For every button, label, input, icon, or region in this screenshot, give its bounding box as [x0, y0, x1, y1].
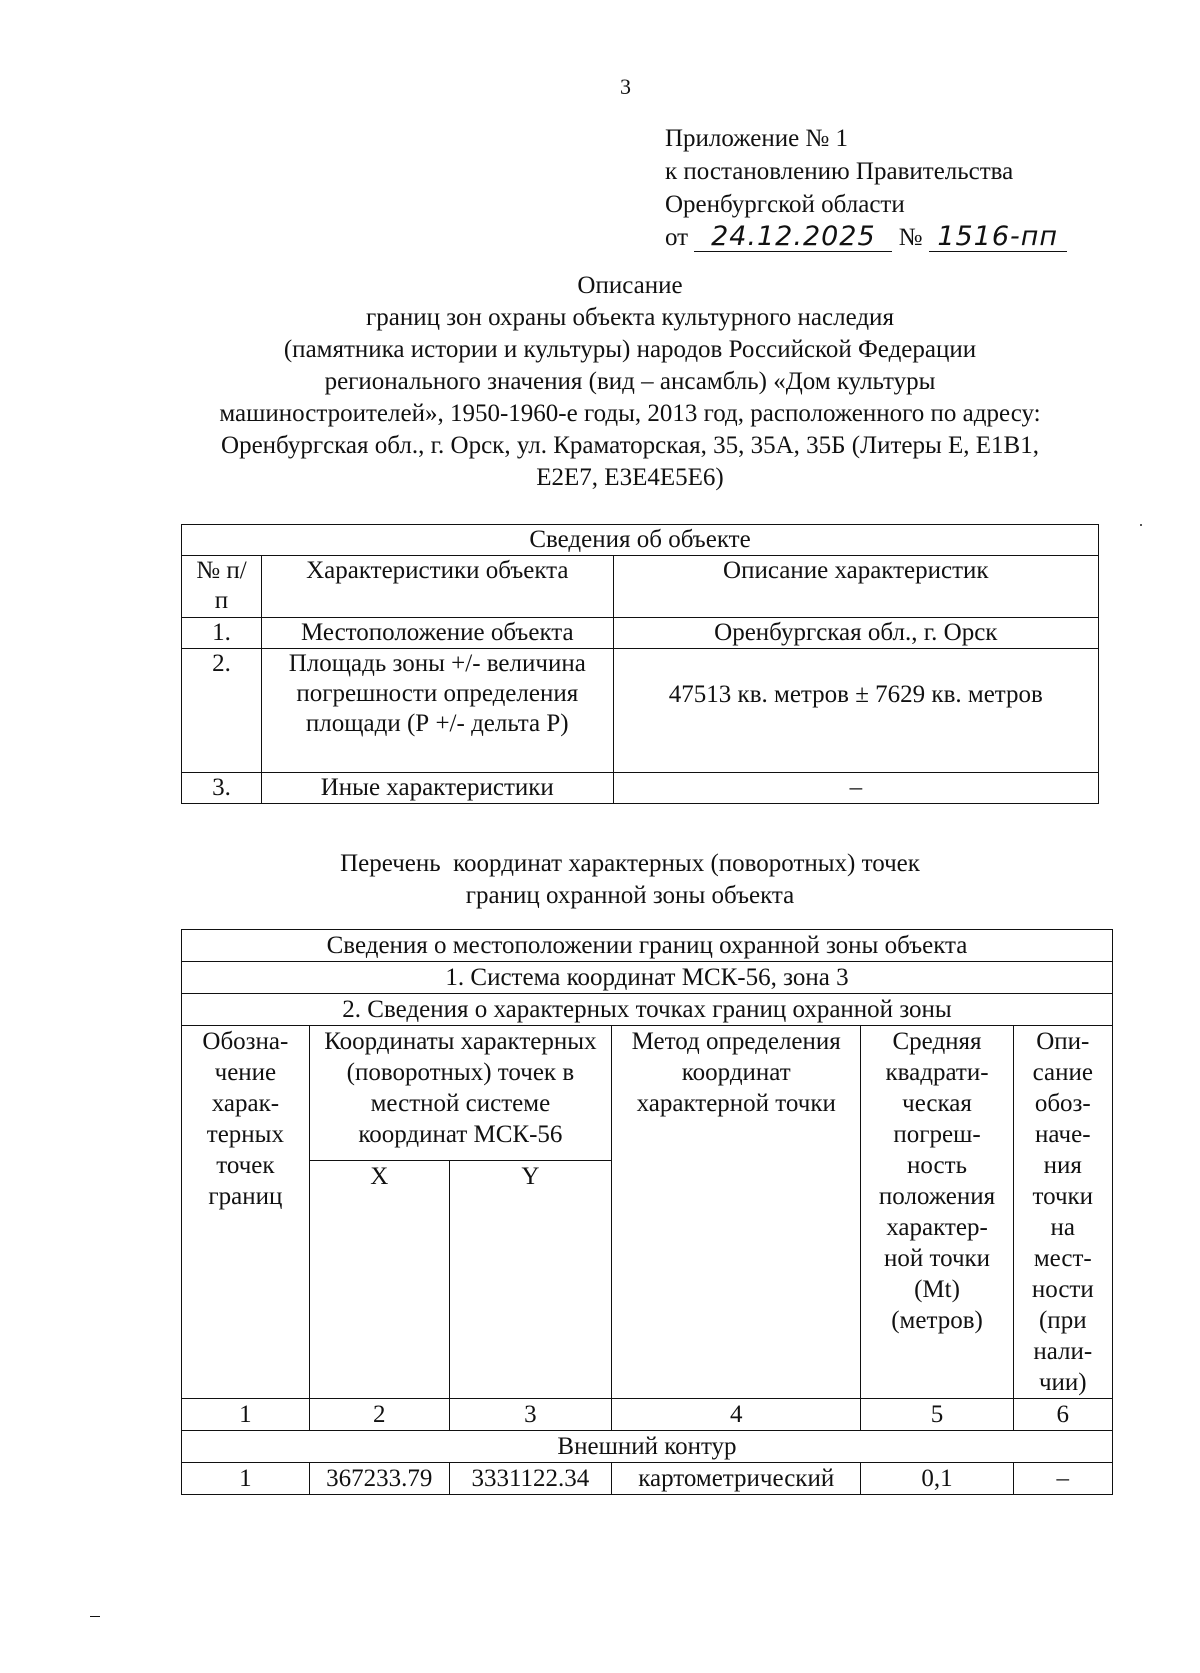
title-line-2: (памятника истории и культуры) народов Российской Федерации [283, 336, 977, 363]
appendix-date-line [665, 221, 1067, 254]
coordinate-system: 1. Система координат МСК-56, зона 3 [182, 962, 1113, 994]
points-caption: 2. Сведения о характерных точках границ охранной зоны [182, 994, 1113, 1026]
appendix-line-1: Приложение № 1 [665, 125, 849, 152]
handwritten-number: 1516-пп [929, 223, 1067, 252]
appendix-line-3: Оренбургской области [665, 191, 905, 218]
column-number: 2 [309, 1399, 449, 1431]
scan-dot [1140, 524, 1142, 526]
point-x: 367233.79 [309, 1463, 449, 1495]
contour-label: Внешний контур [182, 1431, 1113, 1463]
point-y: 3331122.34 [449, 1463, 611, 1495]
title-line-1: границ зон охраны объекта культурного наследия [366, 304, 894, 331]
coords-caption: Сведения о местоположении границ охранной зоны объекта [182, 930, 1113, 962]
column-number: 1 [182, 1399, 310, 1431]
column-number: 5 [861, 1399, 1013, 1431]
header-y: Y [449, 1161, 611, 1399]
document-title [150, 270, 1110, 494]
row-description: 47513 кв. метров ± 7629 кв. метров [613, 649, 1098, 773]
column-number: 4 [612, 1399, 861, 1431]
header-method: Метод определения координат характерной точки [612, 1026, 861, 1399]
title-line-5: Оренбургская обл., г. Орск, ул. Краматорская, 35, 35А, 35Б (Литеры Е, Е1В1, [221, 432, 1039, 459]
appendix-line-2: к постановлению Правительства [665, 158, 1014, 185]
row-characteristic: Местоположение объекта [261, 618, 613, 649]
list-title-line-2: границ охранной зоны объекта [465, 882, 795, 909]
title-line-4: машиностроителей», 1950-1960-е годы, 2013 год, расположенного по адресу: [219, 400, 1041, 427]
row-num: 3. [182, 773, 262, 804]
number-label: № [898, 224, 923, 251]
title-line-3: регионального значения (вид – ансамбль) «Дом культуры [324, 368, 936, 395]
column-number: 6 [1013, 1399, 1112, 1431]
header-x: X [309, 1161, 449, 1399]
object-table-caption: Сведения об объекте [182, 525, 1099, 556]
header-description: Описание характеристик [613, 556, 1098, 618]
title-heading: Описание [577, 272, 683, 299]
row-description: Оренбургская обл., г. Орск [613, 618, 1098, 649]
column-number: 3 [449, 1399, 611, 1431]
point-id: 1 [182, 1463, 310, 1495]
appendix-block [665, 122, 1067, 254]
handwritten-date: 24.12.2025 [694, 223, 892, 252]
row-characteristic: Иные характеристики [261, 773, 613, 804]
page-number: 3 [620, 74, 631, 99]
header-coordinates: Координаты характерных (поворотных) точек в местной системе координат МСК-56 [309, 1026, 611, 1161]
row-description: – [613, 773, 1098, 804]
row-characteristic: Площадь зоны +/- величина погрешности определения площади (Р +/- дельта Р) [261, 649, 613, 773]
header-point-designation: Обозна-чение харак-терных точек границ [182, 1026, 310, 1399]
coordinates-list-title [150, 848, 1110, 912]
header-mean-error: Средняя квадрати-ческая погреш-ность положения характер-ной точки (Mt) (метров) [861, 1026, 1013, 1399]
header-characteristic: Характеристики объекта [261, 556, 613, 618]
point-method: картометрический [612, 1463, 861, 1495]
row-num: 2. [182, 649, 262, 773]
title-line-6: Е2Е7, Е3Е4Е5Е6) [536, 464, 724, 491]
list-title-line-1: Перечень координат характерных (поворотных) точек [340, 850, 920, 877]
margin-dash [90, 1616, 100, 1617]
from-label: от [665, 224, 689, 251]
point-mt: 0,1 [861, 1463, 1013, 1495]
header-num: № п/п [182, 556, 262, 618]
point-desc: – [1013, 1463, 1112, 1495]
coordinates-table [181, 929, 1113, 1495]
row-num: 1. [182, 618, 262, 649]
header-point-description: Опи-сание обоз-наче-ния точки на мест-ности (при нали-чии) [1013, 1026, 1112, 1399]
object-info-table [181, 524, 1099, 804]
